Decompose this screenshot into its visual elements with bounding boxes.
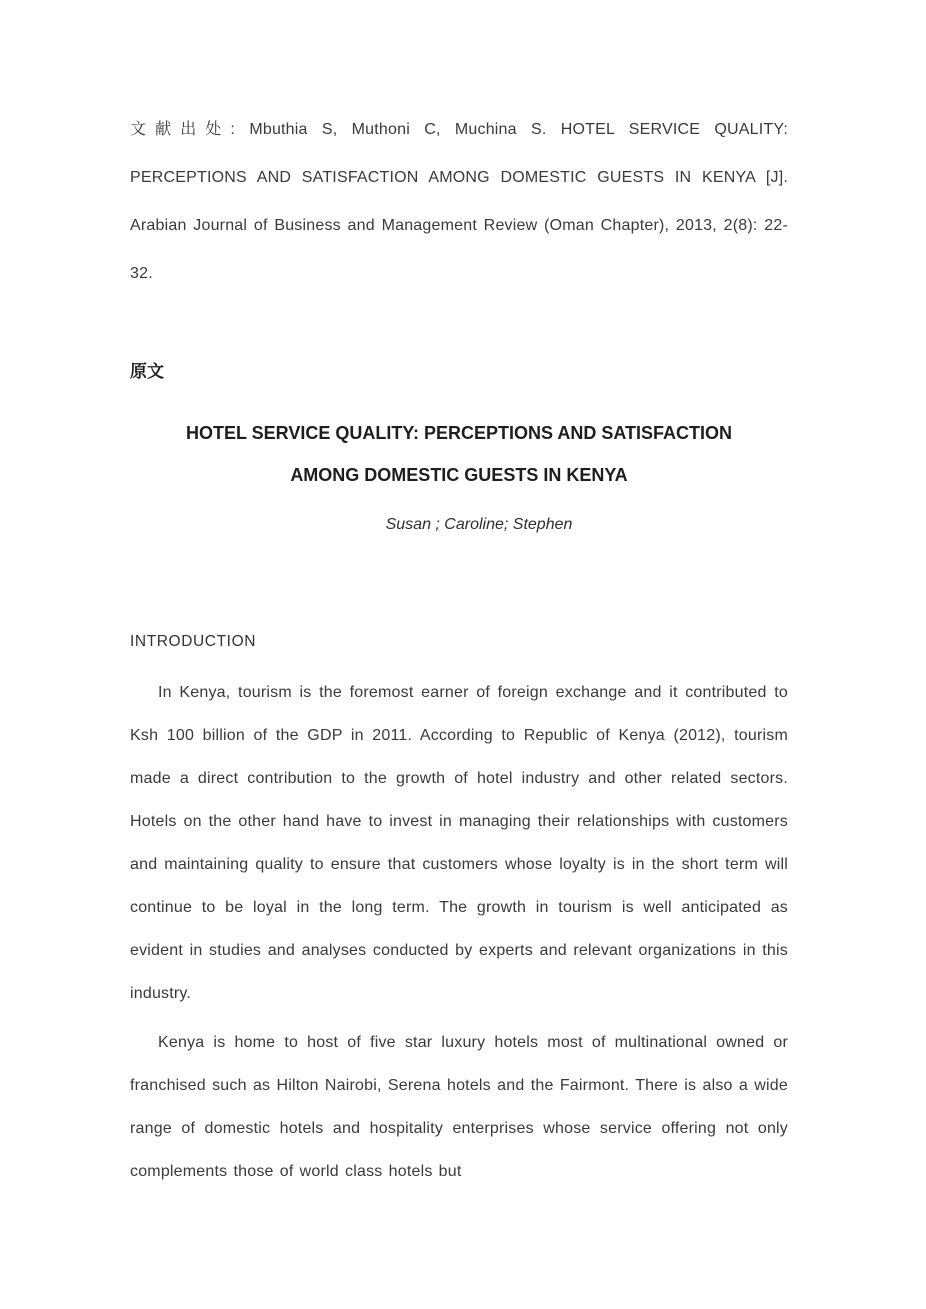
introduction-heading: INTRODUCTION [130, 633, 257, 650]
citation-source-label: 文献出处 [130, 121, 231, 138]
citation-paragraph [130, 106, 788, 298]
authors-line: Susan ; Caroline; Stephen [385, 516, 573, 533]
citation-text: : Mbuthia S, Muthoni C, Muchina S. HOTEL SERVICE QUALITY: PERCEPTIONS AND SATISFACTION AMONG DOMESTIC GUESTS IN KENYA [J]. Arabian Journal of Business and Management Review (Oman Chapter), 2013, 2(8): 22-32. [130, 121, 788, 282]
paper-title-line1: HOTEL SERVICE QUALITY: PERCEPTIONS AND SATISFACTION [185, 423, 733, 443]
body-paragraph-2: Kenya is home to host of five star luxury hotels most of multinational owned or franchised such as Hilton Nairobi, Serena hotels and the Fairmont. There is also a wide range of domestic hotels and hospitality enterprises whose service offering not only complements those of world class hotels but [130, 1034, 788, 1180]
paper-title [130, 412, 788, 496]
body-paragraph-1: In Kenya, tourism is the foremost earner of foreign exchange and it contributed to Ksh 100 billion of the GDP in 2011. According to Republic of Kenya (2012), tourism made a direct contribution to the growth of hotel industry and other related sectors. Hotels on the other hand have to invest in managing their relationships with customers and maintaining quality to ensure that customers whose loyalty is in the short term will continue to be loyal in the long term. The growth in tourism is well anticipated as evident in studies and analyses conducted by experts and relevant organizations in this industry. [130, 684, 788, 1002]
paper-title-line2: AMONG DOMESTIC GUESTS IN KENYA [290, 465, 628, 485]
original-text-heading: 原文 [130, 362, 164, 381]
